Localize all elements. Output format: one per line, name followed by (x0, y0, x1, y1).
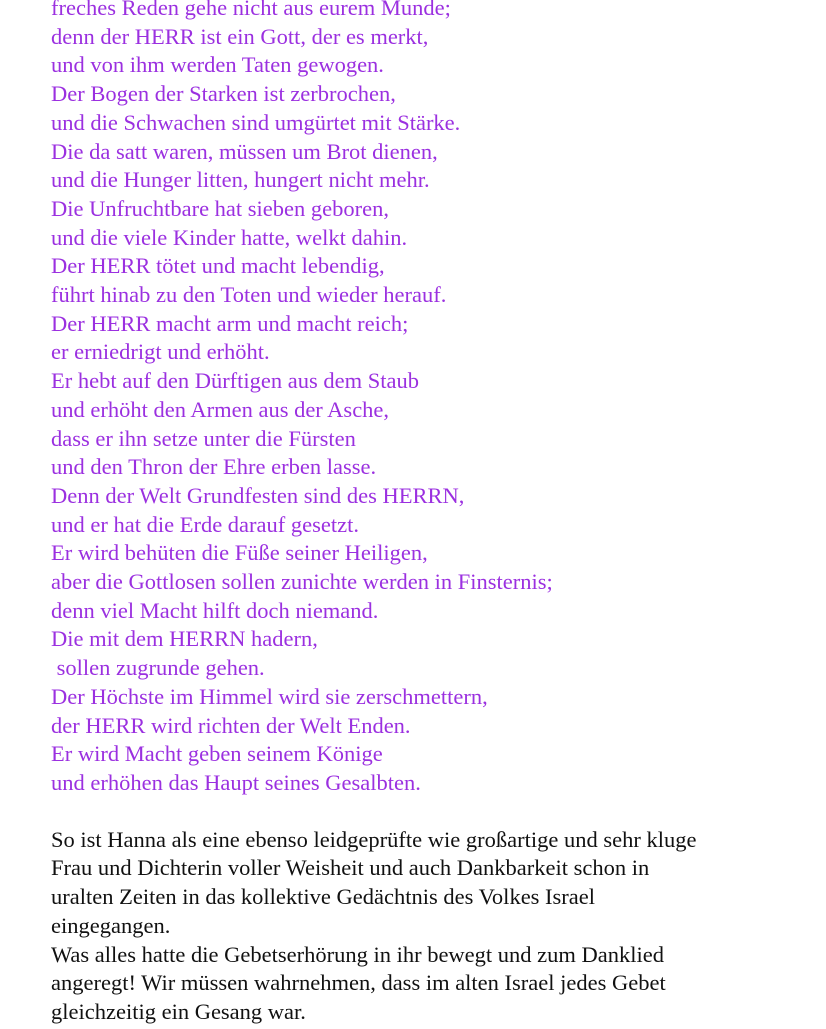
poem-line: und er hat die Erde darauf gesetzt. (51, 511, 359, 537)
prose-line: Frau und Dichterin voller Weisheit und auch Dankbarkeit schon in (51, 855, 650, 881)
poem-line: Die Unfruchtbare hat sieben geboren, (51, 195, 389, 221)
poem-line: und von ihm werden Taten gewogen. (51, 52, 384, 78)
prose-line: uralten Zeiten in das kollektive Gedächtnis des Volkes Israel (51, 884, 596, 910)
poem-line: Der HERR tötet und macht lebendig, (51, 253, 385, 279)
prose-line: gleichzeitig ein Gesang war. (51, 998, 306, 1024)
poem-line: denn der HERR ist ein Gott, der es merkt, (51, 23, 429, 49)
poem-line: Denn der Welt Grundfesten sind des HERRN, (51, 482, 465, 508)
document-page (51, 0, 791, 1027)
poem-line: dass er ihn setze unter die Fürsten (51, 425, 356, 451)
poem-line: Der Höchste im Himmel wird sie zerschmettern, (51, 683, 488, 709)
poem-line: und erhöht den Armen aus der Asche, (51, 396, 390, 422)
paragraph-gap (51, 798, 791, 826)
poem-line: aber die Gottlosen sollen zunichte werden in Finsternis; (51, 569, 553, 595)
poem-line: und die Schwachen sind umgürtet mit Stärke. (51, 109, 461, 135)
poem-line: der HERR wird richten der Welt Enden. (51, 712, 411, 738)
prose-line: angeregt! Wir müssen wahrnehmen, dass im alten Israel jedes Gebet (51, 970, 666, 996)
prose-line: eingegangen. (51, 912, 171, 938)
poem-line: Er wird behüten die Füße seiner Heiligen, (51, 540, 428, 566)
poem-line: Er hebt auf den Dürftigen aus dem Staub (51, 368, 420, 394)
poem-line: und erhöhen das Haupt seines Gesalbten. (51, 769, 421, 795)
poem-line: Er wird Macht geben seinem Könige (51, 741, 383, 767)
poem-block (51, 0, 791, 798)
poem-line: und den Thron der Ehre erben lasse. (51, 454, 377, 480)
prose-line: Was alles hatte die Gebetserhörung in ihr bewegt und zum Danklied (51, 941, 665, 967)
poem-line: denn viel Macht hilft doch niemand. (51, 597, 379, 623)
poem-line: Die da satt waren, müssen um Brot dienen, (51, 138, 438, 164)
poem-line: und die viele Kinder hatte, welkt dahin. (51, 224, 408, 250)
poem-line: Die mit dem HERRN hadern, (51, 626, 318, 652)
prose-line: So ist Hanna als eine ebenso leidgeprüfte wie großartige und sehr kluge (51, 826, 697, 852)
prose-block (51, 826, 791, 1027)
poem-line: führt hinab zu den Toten und wieder herauf. (51, 282, 447, 308)
poem-line: freches Reden gehe nicht aus eurem Munde; (51, 0, 451, 20)
poem-line: Der Bogen der Starken ist zerbrochen, (51, 81, 396, 107)
poem-line: Der HERR macht arm und macht reich; (51, 310, 409, 336)
poem-line: und die Hunger litten, hungert nicht mehr. (51, 167, 430, 193)
poem-line: er erniedrigt und erhöht. (51, 339, 270, 365)
poem-line: sollen zugrunde gehen. (51, 655, 265, 681)
